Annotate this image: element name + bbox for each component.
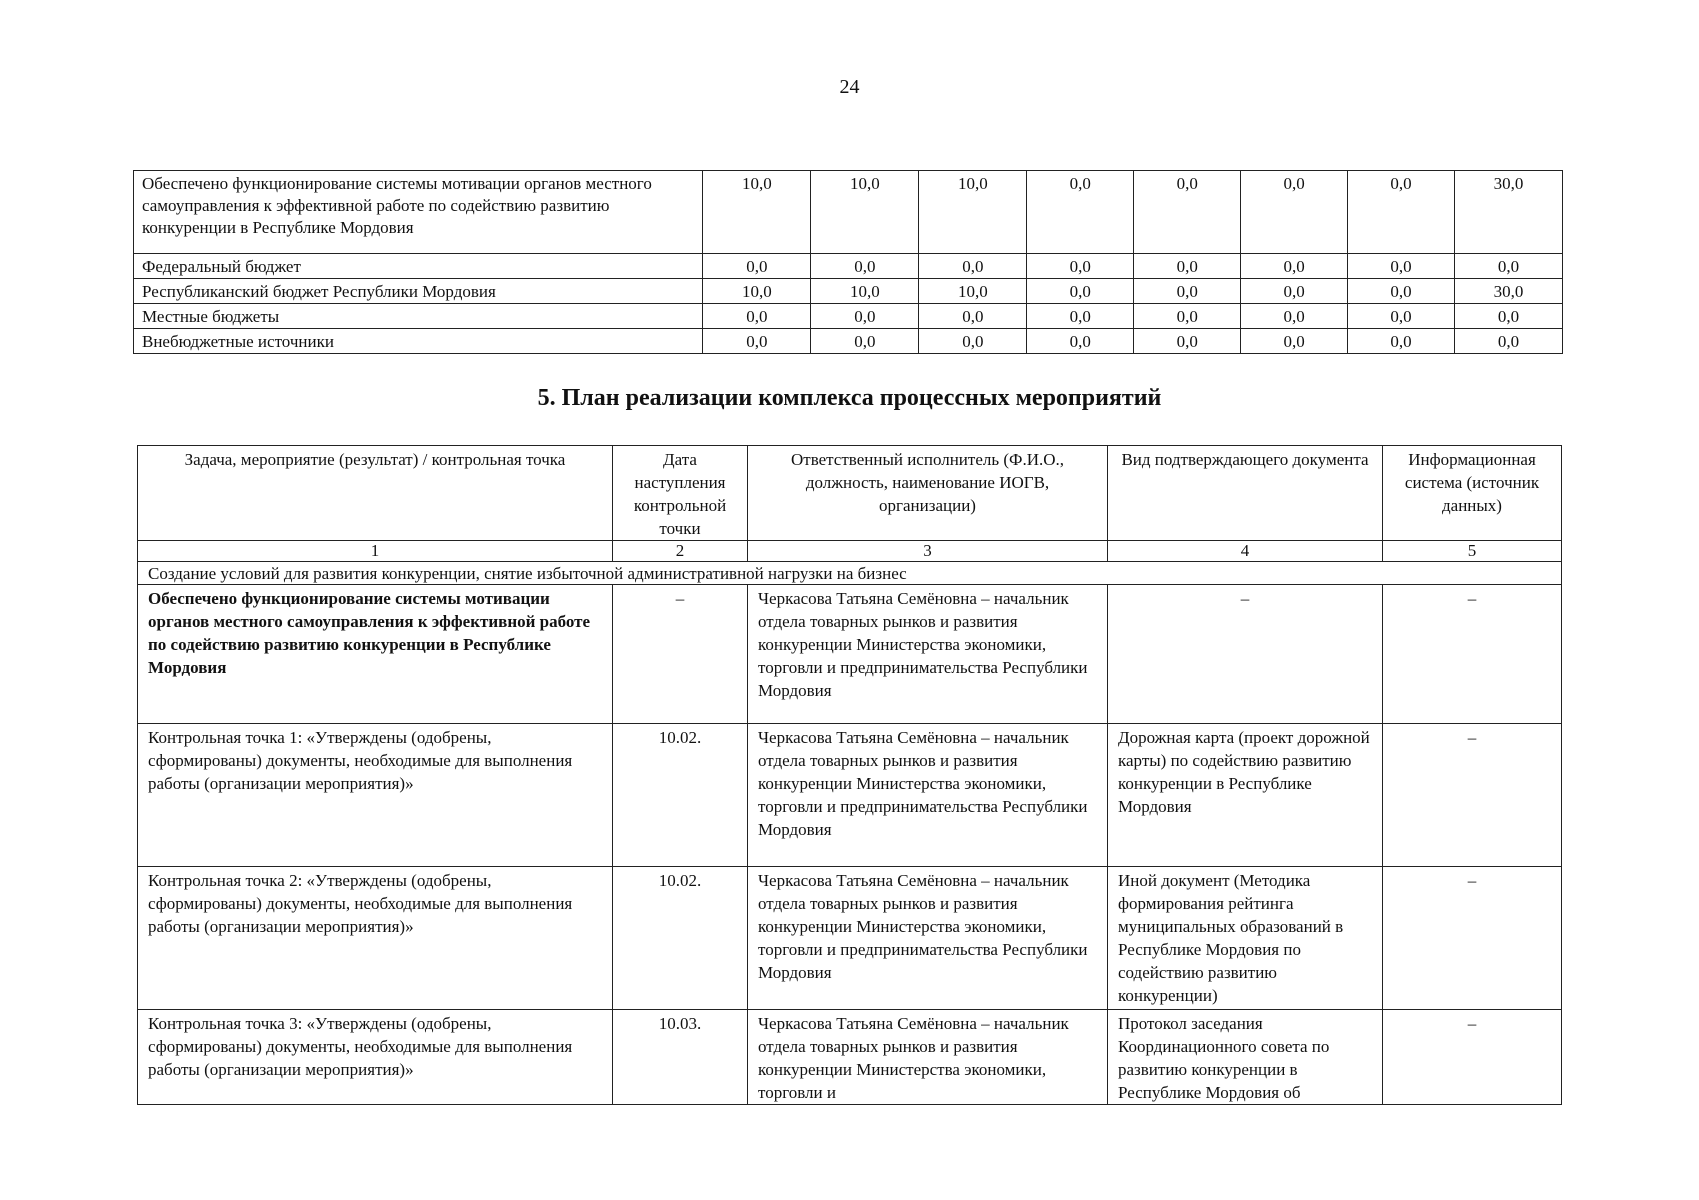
header-responsible: Ответственный исполнитель (Ф.И.О., должность, наименование ИОГВ, организации) [748,446,1108,541]
finance-value: 0,0 [811,254,919,279]
finance-value: 0,0 [1027,279,1134,304]
plan-section-label: Создание условий для развития конкуренции, снятие избыточной административной нагрузки на бизнес [138,562,1562,585]
plan-header-row [138,446,1562,541]
responsible-cell: Черкасова Татьяна Семёновна – начальник отдела товарных рынков и развития конкуренции Министерства экономики, торговли и предпринимательства Республики Мордовия [748,724,1108,867]
document-cell: – [1108,585,1383,724]
column-number: 3 [748,541,1108,562]
finance-value: 0,0 [1134,279,1241,304]
finance-value: 0,0 [1348,304,1455,329]
finance-row-label: Республиканский бюджет Республики Мордовия [134,279,703,304]
document-cell: Дорожная карта (проект дорожной карты) по содействию развитию конкуренции в Республике Мордовия [1108,724,1383,867]
header-system: Информационная система (источник данных) [1383,446,1562,541]
table-row [138,585,1562,724]
system-cell: – [1383,724,1562,867]
finance-value: 0,0 [919,304,1027,329]
finance-row [134,254,1563,279]
finance-value: 0,0 [1348,254,1455,279]
finance-value: 10,0 [811,171,919,254]
finance-value: 0,0 [1241,304,1348,329]
finance-row-label: Обеспечено функционирование системы мотивации органов местного самоуправления к эффективной работе по содействию развитию конкуренции в Республике Мордовия [134,171,703,254]
finance-row-label: Федеральный бюджет [134,254,703,279]
finance-value: 0,0 [811,329,919,354]
finance-value: 0,0 [919,254,1027,279]
finance-value: 0,0 [1454,304,1562,329]
date-cell: 10.03. [613,1010,748,1105]
document-cell: Протокол заседания Координационного совета по развитию конкуренции в Республике Мордовия об [1108,1010,1383,1105]
finance-value: 0,0 [1348,171,1455,254]
finance-value: 10,0 [919,171,1027,254]
finance-row [134,171,1563,254]
responsible-cell: Черкасова Татьяна Семёновна – начальник отдела товарных рынков и развития конкуренции Министерства экономики, торговли и предпринимательства Республики Мордовия [748,585,1108,724]
header-task: Задача, мероприятие (результат) / контрольная точка [138,446,613,541]
finance-row-label: Внебюджетные источники [134,329,703,354]
table-row [138,724,1562,867]
finance-value: 0,0 [1027,304,1134,329]
system-cell: – [1383,1010,1562,1105]
finance-value: 30,0 [1454,171,1562,254]
finance-value: 0,0 [1134,304,1241,329]
finance-value: 0,0 [703,304,811,329]
table-row [138,1010,1562,1105]
task-cell: Контрольная точка 1: «Утверждены (одобрены, сформированы) документы, необходимые для выполнения работы (организации мероприятия)» [138,724,613,867]
date-cell: 10.02. [613,867,748,1010]
column-number: 4 [1108,541,1383,562]
date-cell: 10.02. [613,724,748,867]
plan-table [137,445,1562,1105]
finance-row-label: Местные бюджеты [134,304,703,329]
finance-value: 0,0 [1241,171,1348,254]
task-cell: Контрольная точка 2: «Утверждены (одобрены, сформированы) документы, необходимые для выполнения работы (организации мероприятия)» [138,867,613,1010]
finance-value: 0,0 [1027,329,1134,354]
page-number: 24 [839,76,860,98]
finance-value: 30,0 [1454,279,1562,304]
finance-value: 0,0 [1241,329,1348,354]
finance-value: 10,0 [703,279,811,304]
finance-row [134,279,1563,304]
finance-table [133,170,1563,354]
document-cell: Иной документ (Методика формирования рейтинга муниципальных образований в Республике Мордовия по содействию развитию конкуренции) [1108,867,1383,1010]
finance-value: 0,0 [1134,254,1241,279]
system-cell: – [1383,867,1562,1010]
finance-value: 10,0 [811,279,919,304]
column-number: 5 [1383,541,1562,562]
responsible-cell: Черкасова Татьяна Семёновна – начальник отдела товарных рынков и развития конкуренции Министерства экономики, торговли и предпринимательства Республики Мордовия [748,867,1108,1010]
task-cell: Контрольная точка 3: «Утверждены (одобрены, сформированы) документы, необходимые для выполнения работы (организации мероприятия)» [138,1010,613,1105]
finance-value: 0,0 [703,254,811,279]
finance-value: 0,0 [1134,171,1241,254]
date-cell: – [613,585,748,724]
finance-value: 0,0 [1348,279,1455,304]
finance-value: 0,0 [1348,329,1455,354]
finance-value: 0,0 [1241,279,1348,304]
finance-row [134,329,1563,354]
finance-value: 0,0 [1134,329,1241,354]
finance-value: 0,0 [1027,254,1134,279]
finance-value: 0,0 [919,329,1027,354]
finance-value: 0,0 [811,304,919,329]
task-cell: Обеспечено функционирование системы мотивации органов местного самоуправления к эффективной работе по содействию развитию конкуренции в Республике Мордовия [138,585,613,724]
finance-value: 0,0 [1241,254,1348,279]
column-number-row [138,541,1562,562]
plan-section-row [138,562,1562,585]
finance-row [134,304,1563,329]
header-document: Вид подтверждающего документа [1108,446,1383,541]
finance-value: 0,0 [1454,329,1562,354]
header-date: Дата наступления контрольной точки [613,446,748,541]
finance-value: 0,0 [703,329,811,354]
section-title: 5. План реализации комплекса процессных мероприятий [537,385,1162,411]
finance-value: 0,0 [1027,171,1134,254]
column-number: 1 [138,541,613,562]
finance-value: 10,0 [703,171,811,254]
finance-value: 10,0 [919,279,1027,304]
system-cell: – [1383,585,1562,724]
column-number: 2 [613,541,748,562]
finance-value: 0,0 [1454,254,1562,279]
responsible-cell: Черкасова Татьяна Семёновна – начальник отдела товарных рынков и развития конкуренции Министерства экономики, торговли и [748,1010,1108,1105]
table-row [138,867,1562,1010]
